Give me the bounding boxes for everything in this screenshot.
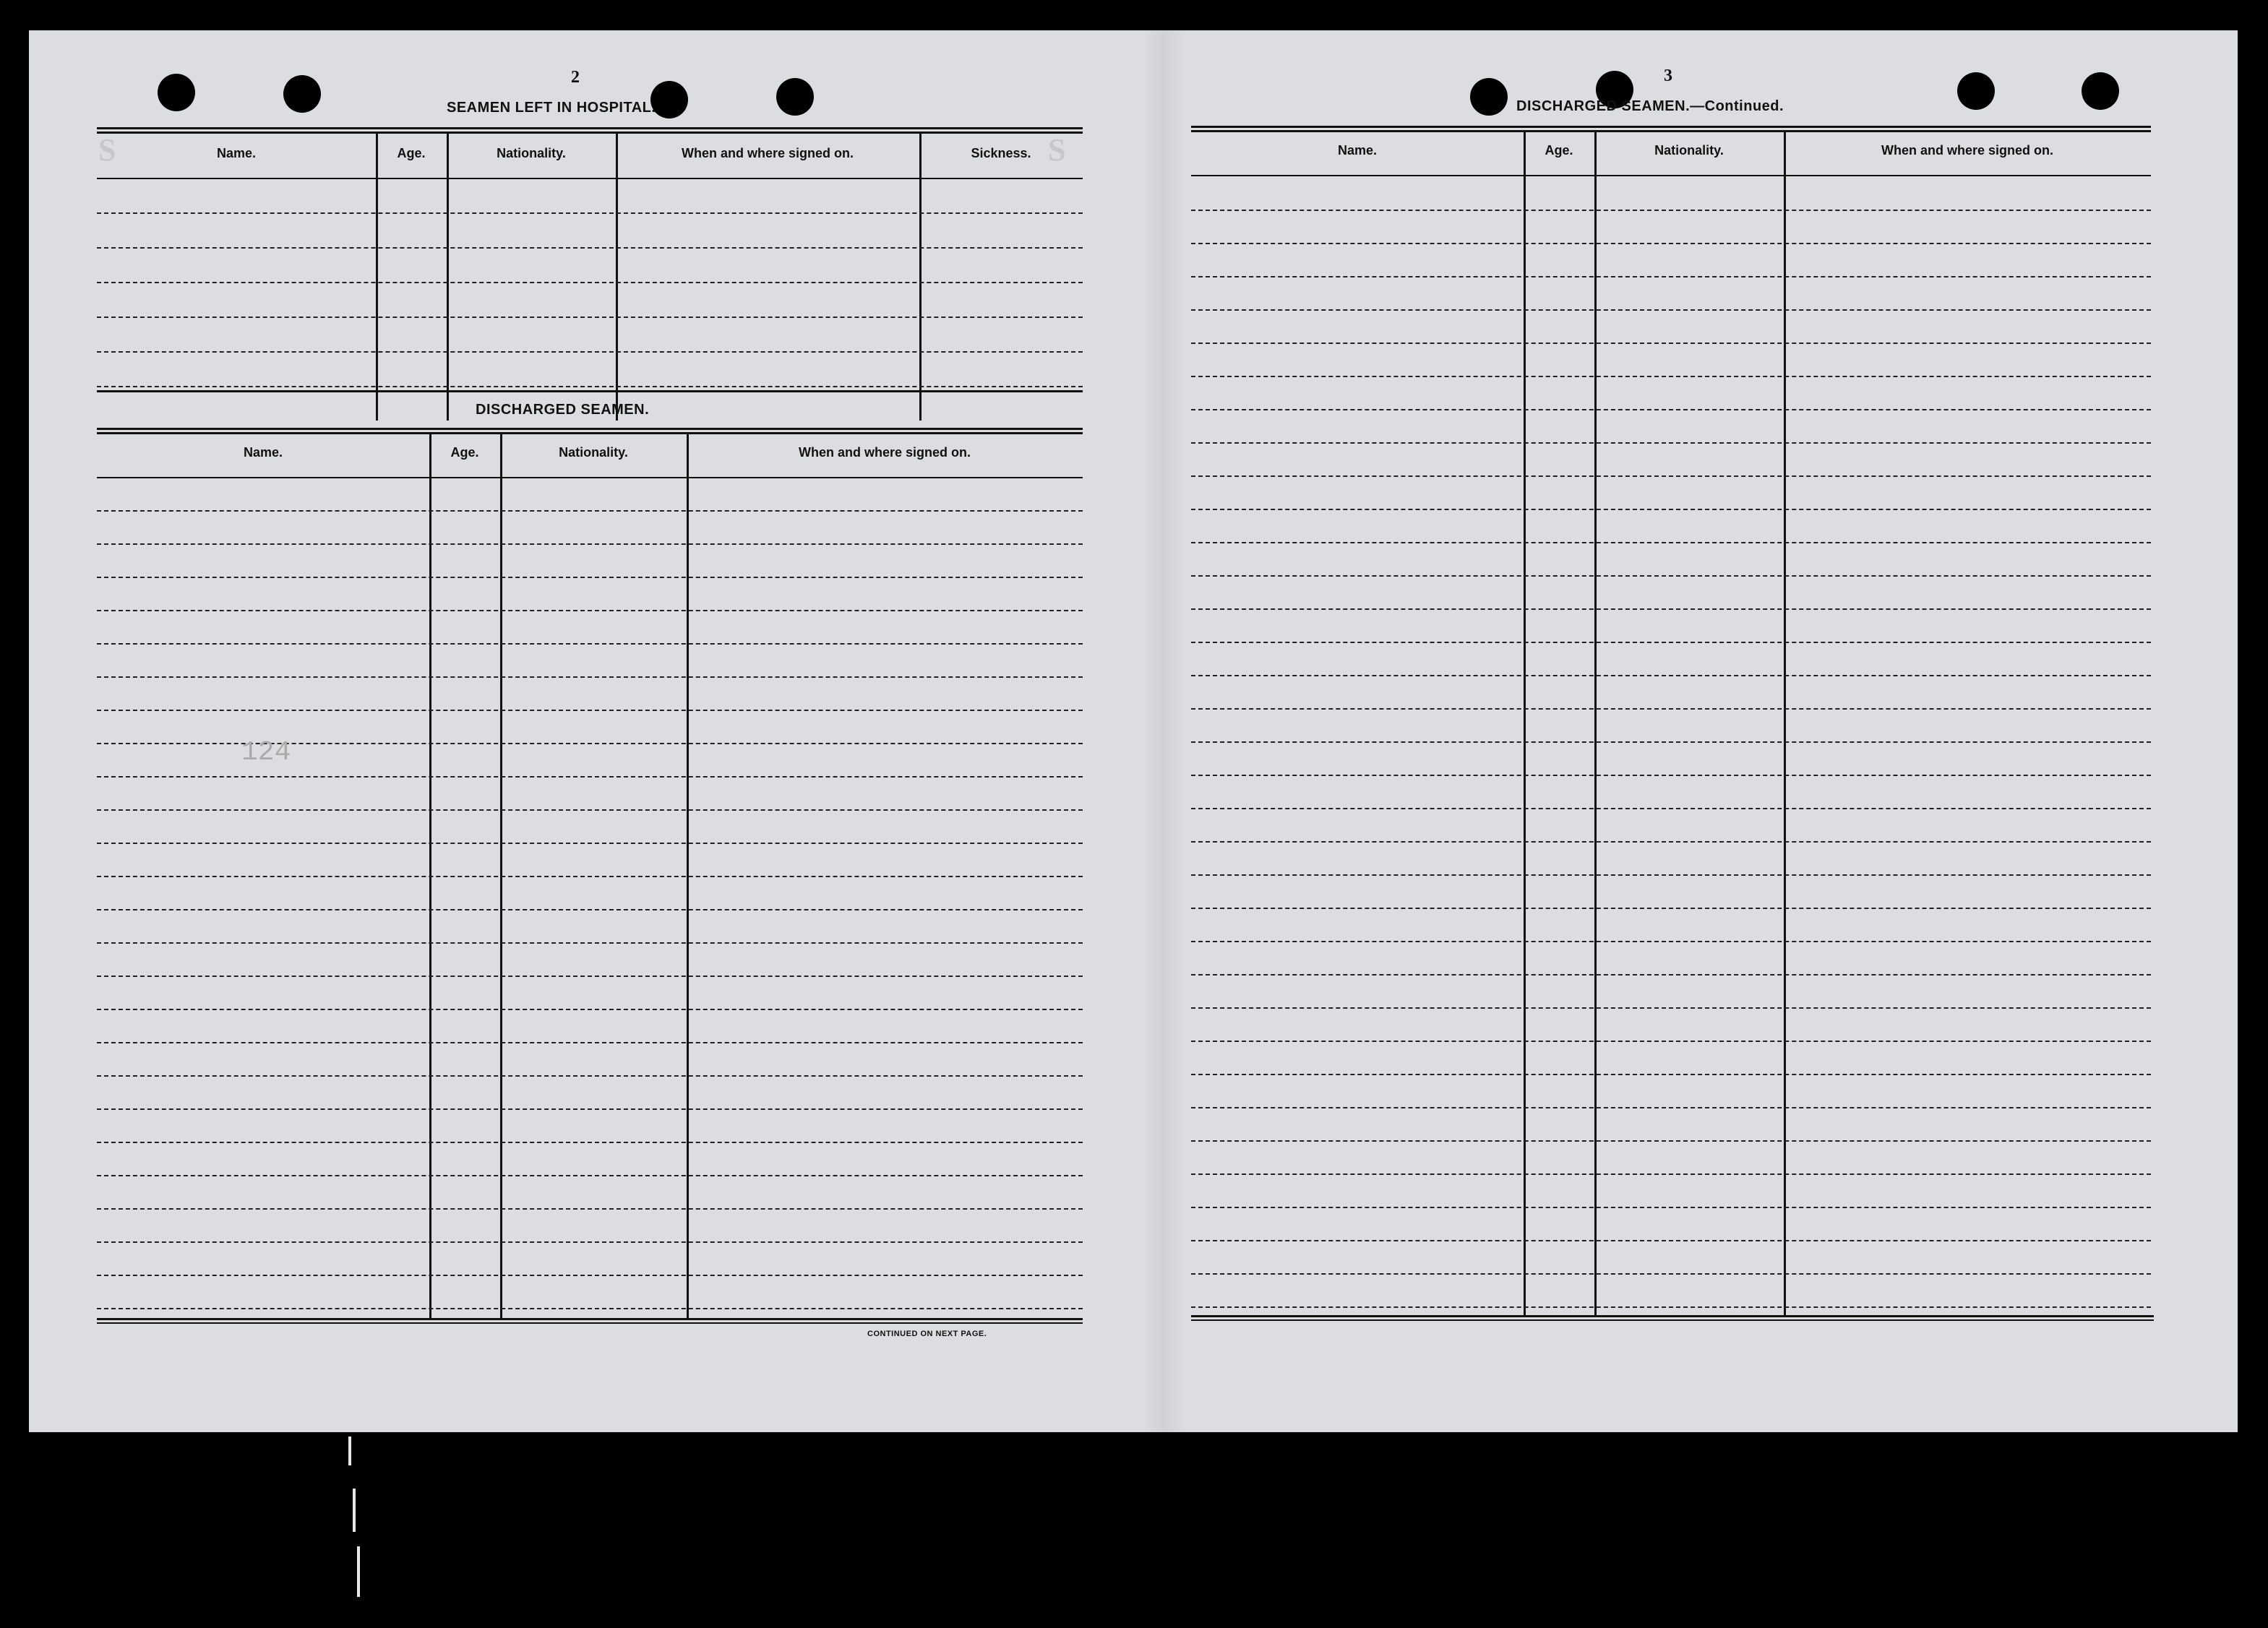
ruled-line [1191, 376, 2151, 377]
ruled-line [1191, 1273, 2151, 1275]
ruled-line [97, 1009, 1083, 1010]
ruled-line [97, 1241, 1083, 1243]
ruled-line [97, 543, 1083, 545]
ruled-line [1191, 1074, 2151, 1075]
discharged-col-divider [687, 432, 689, 1318]
ruled-line [1191, 210, 2151, 211]
ruled-line [97, 843, 1083, 844]
ruled-line [97, 351, 1083, 353]
right-table-bottom-rule [1191, 1315, 2154, 1317]
punch-hole [283, 75, 321, 113]
discharged-table-bottom-rule [97, 1322, 1083, 1324]
right-table-header-rule [1191, 175, 2151, 176]
right-col-divider [1784, 130, 1786, 1317]
discharged-title-rule [97, 390, 1083, 392]
ruled-line [97, 1042, 1083, 1043]
scan-edge-artifact [357, 1546, 360, 1597]
ruled-line [1191, 243, 2151, 244]
ruled-line [1191, 1240, 2151, 1241]
ruled-line [97, 1208, 1083, 1210]
ruled-line [1191, 775, 2151, 776]
punch-hole [2082, 72, 2119, 110]
hospital-table-header-rule [97, 178, 1083, 179]
hospital-col-divider [919, 132, 922, 421]
hospital-col-when-where: When and where signed on. [681, 146, 854, 160]
ruled-line [97, 316, 1083, 318]
bleed-through-text: S [98, 132, 121, 168]
ruled-line [1191, 575, 2151, 577]
ruled-line [1191, 1107, 2151, 1108]
punch-hole [776, 78, 814, 116]
ruled-line [97, 710, 1083, 711]
right-table-top-rule [1191, 126, 2151, 128]
right-col-when-where: When and where signed on. [1881, 143, 2054, 158]
punch-hole [1957, 72, 1995, 110]
discharged-col-when-where: When and where signed on. [798, 445, 971, 460]
ruled-line [97, 909, 1083, 910]
ruled-line [1191, 343, 2151, 344]
hospital-col-divider [616, 132, 618, 421]
discharged-table-bottom-rule [97, 1318, 1083, 1320]
discharged-col-divider [500, 432, 502, 1318]
scan-edge-artifact [353, 1489, 356, 1532]
ruled-line [97, 282, 1083, 283]
ruled-line [1191, 1041, 2151, 1042]
ruled-line [97, 1275, 1083, 1276]
center-fold [1142, 30, 1185, 1432]
discharged-table-top-rule [97, 432, 1083, 434]
hospital-col-sickness: Sickness. [971, 146, 1031, 160]
discharged-col-age: Age. [450, 445, 479, 460]
ruled-line [97, 610, 1083, 611]
ruled-line [97, 577, 1083, 578]
right-col-divider [1524, 130, 1526, 1317]
ruled-line [97, 809, 1083, 811]
ruled-line [1191, 874, 2151, 876]
ruled-line [1191, 941, 2151, 942]
discharged-col-divider [429, 432, 431, 1318]
ruled-line [97, 1075, 1083, 1077]
discharged-table-header-rule [97, 477, 1083, 478]
ruled-line [97, 676, 1083, 678]
hospital-col-divider [447, 132, 449, 421]
right-table-bottom-rule [1191, 1319, 2154, 1321]
ruled-line [97, 1308, 1083, 1309]
right-table-top-rule [1191, 130, 2151, 132]
ruled-line [1191, 741, 2151, 743]
bleed-through-text: S [1048, 132, 1070, 168]
ruled-line [1191, 542, 2151, 543]
discharged-section-title: DISCHARGED SEAMEN. [476, 402, 650, 418]
ruled-line [1191, 642, 2151, 643]
ruled-line [1191, 1306, 2151, 1308]
ruled-line [1191, 409, 2151, 410]
ruled-line [1191, 309, 2151, 311]
stamp-number: 124 [241, 737, 291, 768]
punch-hole [1470, 78, 1508, 116]
ruled-line [1191, 608, 2151, 610]
scan-edge-artifact [348, 1437, 351, 1465]
punch-hole [158, 74, 195, 111]
ruled-line [97, 643, 1083, 645]
ruled-line [97, 975, 1083, 977]
right-col-age: Age. [1545, 143, 1573, 158]
hospital-col-nationality: Nationality. [497, 146, 566, 160]
ruled-line [97, 510, 1083, 512]
ruled-line [1191, 475, 2151, 477]
hospital-col-divider [376, 132, 378, 421]
hospital-section-title: SEAMEN LEFT IN HOSPITAL. [447, 100, 656, 116]
ruled-line [1191, 1173, 2151, 1175]
ruled-line [1191, 1207, 2151, 1208]
right-col-name: Name. [1337, 143, 1378, 158]
right-col-divider [1594, 130, 1597, 1317]
ruled-line [1191, 1007, 2151, 1009]
page-number-left: 2 [571, 68, 580, 87]
ruled-line [1191, 708, 2151, 710]
ruled-line [97, 247, 1083, 249]
ruled-line [1191, 276, 2151, 277]
ruled-line [1191, 808, 2151, 809]
form-sheet [29, 30, 2238, 1432]
ruled-line [1191, 675, 2151, 676]
hospital-col-name: Name. [216, 146, 257, 160]
ruled-line [97, 1175, 1083, 1176]
discharged-table-top-rule [97, 428, 1083, 430]
hospital-col-age: Age. [397, 146, 426, 160]
page-number-right: 3 [1664, 66, 1672, 85]
ruled-line [1191, 509, 2151, 510]
ruled-line [97, 1142, 1083, 1143]
continued-note: CONTINUED ON NEXT PAGE. [867, 1330, 987, 1338]
ruled-line [97, 212, 1083, 214]
ruled-line [1191, 974, 2151, 975]
ruled-line [97, 386, 1083, 387]
hospital-table-top-rule [97, 127, 1083, 129]
hospital-table-top-rule [97, 132, 1083, 134]
discharged-col-nationality: Nationality. [559, 445, 628, 460]
discharged-continued-title: DISCHARGED SEAMEN.—Continued. [1516, 98, 1784, 114]
ruled-line [1191, 841, 2151, 843]
discharged-col-name: Name. [243, 445, 283, 460]
ruled-line [1191, 442, 2151, 444]
right-col-nationality: Nationality. [1654, 143, 1724, 158]
ruled-line [97, 776, 1083, 778]
ruled-line [97, 942, 1083, 944]
ruled-line [1191, 908, 2151, 909]
ruled-line [97, 876, 1083, 877]
ruled-line [97, 1108, 1083, 1110]
ruled-line [1191, 1140, 2151, 1142]
